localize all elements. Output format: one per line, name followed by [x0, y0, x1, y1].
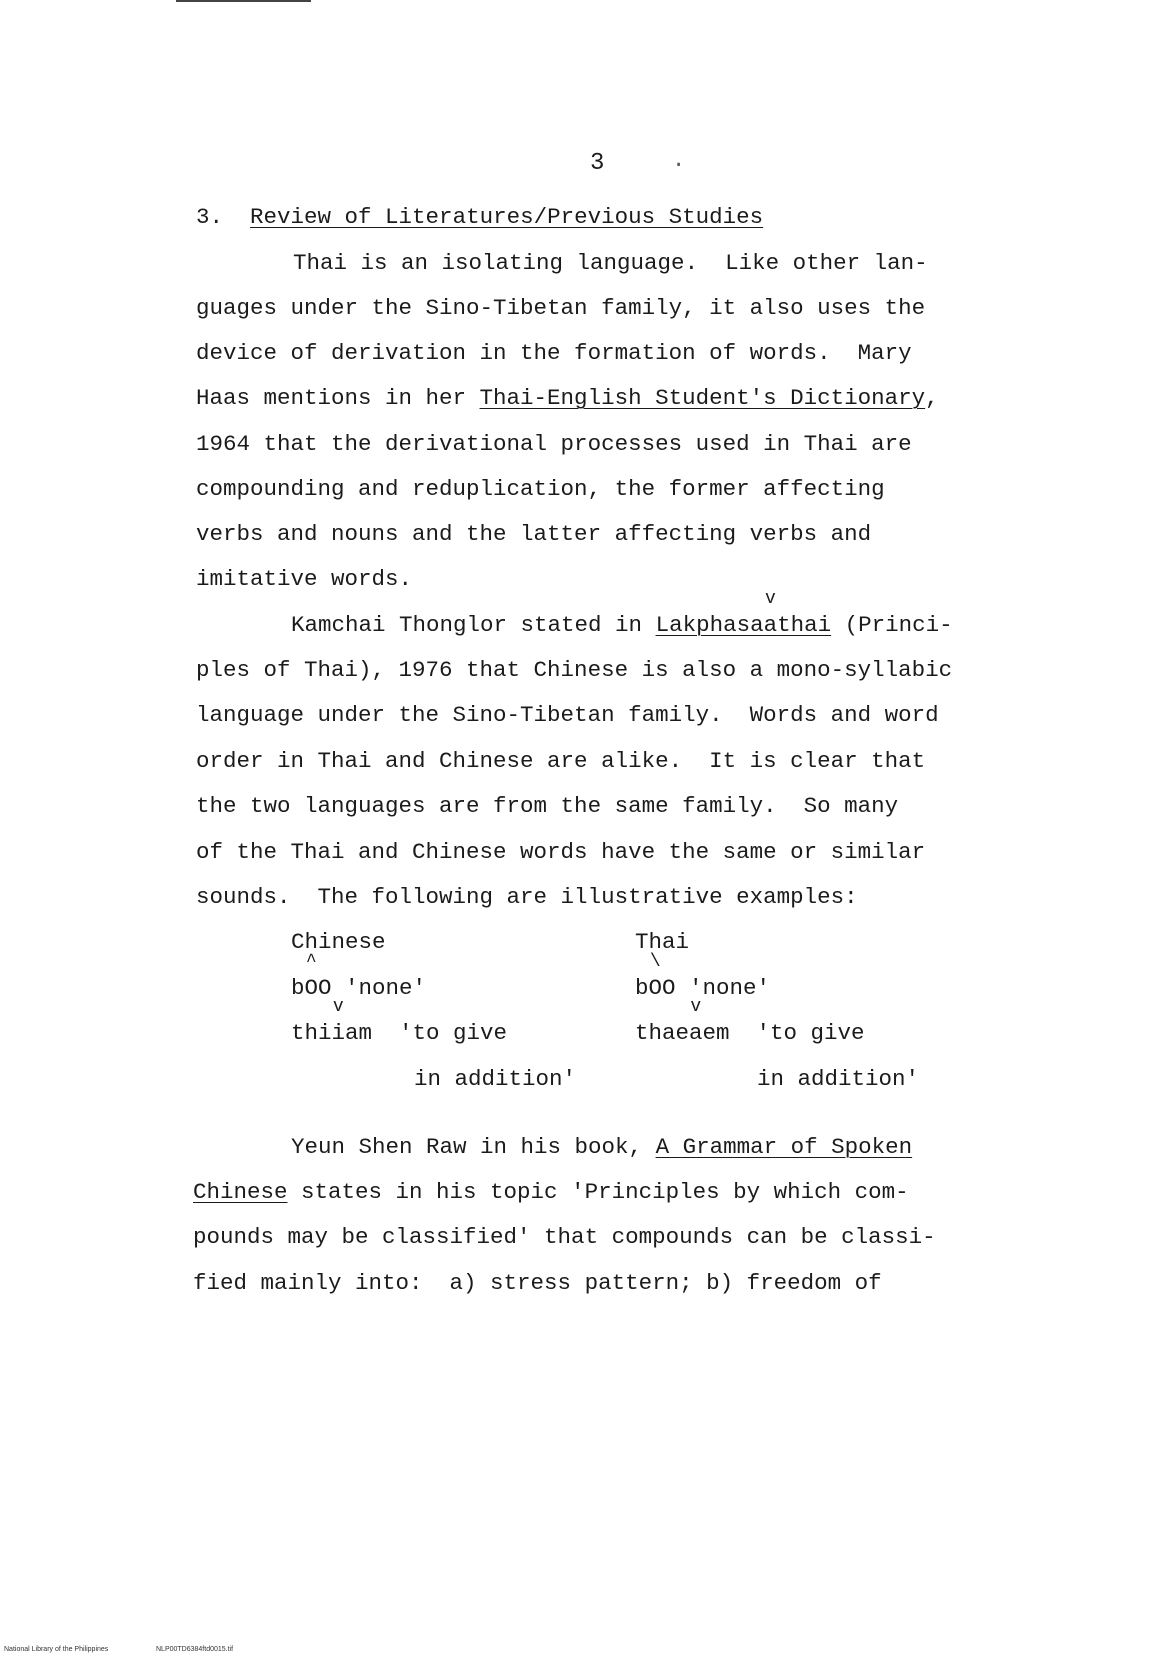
text-run: Lakphasa	[655, 612, 764, 638]
text-run: (Princi-	[831, 612, 953, 638]
cited-title-raw: A Grammar of Spoken	[655, 1134, 913, 1160]
para1-line: guages under the Sino-Tibetan family, it also uses the	[196, 295, 926, 321]
page-dot: .	[672, 148, 686, 173]
para3-line	[291, 1132, 912, 1162]
thai-example-2-cont: in addition'	[757, 1066, 920, 1092]
file-name-footer: NLP00TD6384ftd0015.tif	[156, 1646, 234, 1653]
para2-line: the two languages are from the same family. So many	[196, 793, 899, 819]
para1-line: 1964 that the derivational processes used in Thai are	[196, 431, 912, 457]
grave-mark: \	[649, 952, 661, 972]
section-heading	[196, 202, 763, 232]
para2-line: of the Thai and Chinese words have the same or similar	[196, 839, 926, 865]
text-run: ,	[925, 385, 939, 411]
cited-title-thonglor	[655, 589, 832, 638]
para2-line: order in Thai and Chinese are alike. It is clear that	[196, 748, 926, 774]
para2-line: language under the Sino-Tibetan family. Words and word	[196, 702, 939, 728]
accented-letter: i v	[331, 997, 346, 1046]
chinese-example-2-cont: in addition'	[414, 1066, 577, 1092]
para1-line: device of derivation in the formation of words. Mary	[196, 340, 912, 366]
para1-line: compounding and reduplication, the former affecting	[196, 476, 885, 502]
circumflex-mark: ^	[305, 952, 317, 972]
para2-line: sounds. The following are illustrative examples:	[196, 884, 858, 910]
text-run: states in his topic 'Principles by which com-	[287, 1179, 909, 1205]
thai-example-1: bO \ O 'none'	[635, 952, 771, 1001]
accented-letter: O ^	[304, 952, 319, 1001]
thai-example-2: thaea v em 'to give	[635, 997, 865, 1046]
accented-letter: a v	[763, 589, 778, 638]
cited-title-haas: Thai-English Student's Dictionary	[479, 385, 926, 411]
text-run: thai	[777, 612, 832, 638]
para2-line: ples of Thai), 1976 that Chinese is also a mono-syllabic	[196, 657, 953, 683]
library-footer: National Library of the Philippines	[4, 1646, 109, 1653]
section-number: 3.	[196, 204, 224, 230]
accented-letter: a v	[689, 997, 703, 1046]
caron-mark: v	[764, 589, 776, 609]
chinese-example-1: bO ^ O 'none'	[291, 952, 427, 1001]
para1-line	[196, 383, 939, 413]
chinese-example-2: thii v am 'to give	[291, 997, 508, 1046]
accented-letter: O \	[648, 952, 663, 1001]
chinese-column-header: Chinese	[291, 929, 386, 955]
para3-line	[193, 1177, 909, 1207]
section-title: Review of Literatures/Previous Studies	[250, 204, 764, 230]
para1-line: verbs and nouns and the latter affecting verbs and	[196, 521, 872, 547]
cited-title-raw-cont: Chinese	[193, 1179, 288, 1205]
text-run: Haas mentions in her	[196, 385, 480, 411]
para3-line: pounds may be classified' that compounds can be classi-	[193, 1224, 936, 1250]
para1-line: Thai is an isolating language. Like other lan-	[293, 250, 928, 276]
text-run: Yeun Shen Raw in his book,	[291, 1134, 656, 1160]
para2-line	[291, 589, 953, 640]
thai-column-header: Thai	[635, 929, 690, 955]
text-run: Kamchai Thonglor stated in	[291, 612, 656, 638]
para1-line: imitative words.	[196, 566, 413, 592]
page-number: 3	[590, 150, 605, 177]
caron-mark: v	[690, 997, 702, 1017]
para3-line: fied mainly into: a) stress pattern; b) freedom of	[193, 1270, 882, 1296]
caron-mark: v	[332, 997, 344, 1017]
scan-top-rule	[176, 0, 311, 2]
